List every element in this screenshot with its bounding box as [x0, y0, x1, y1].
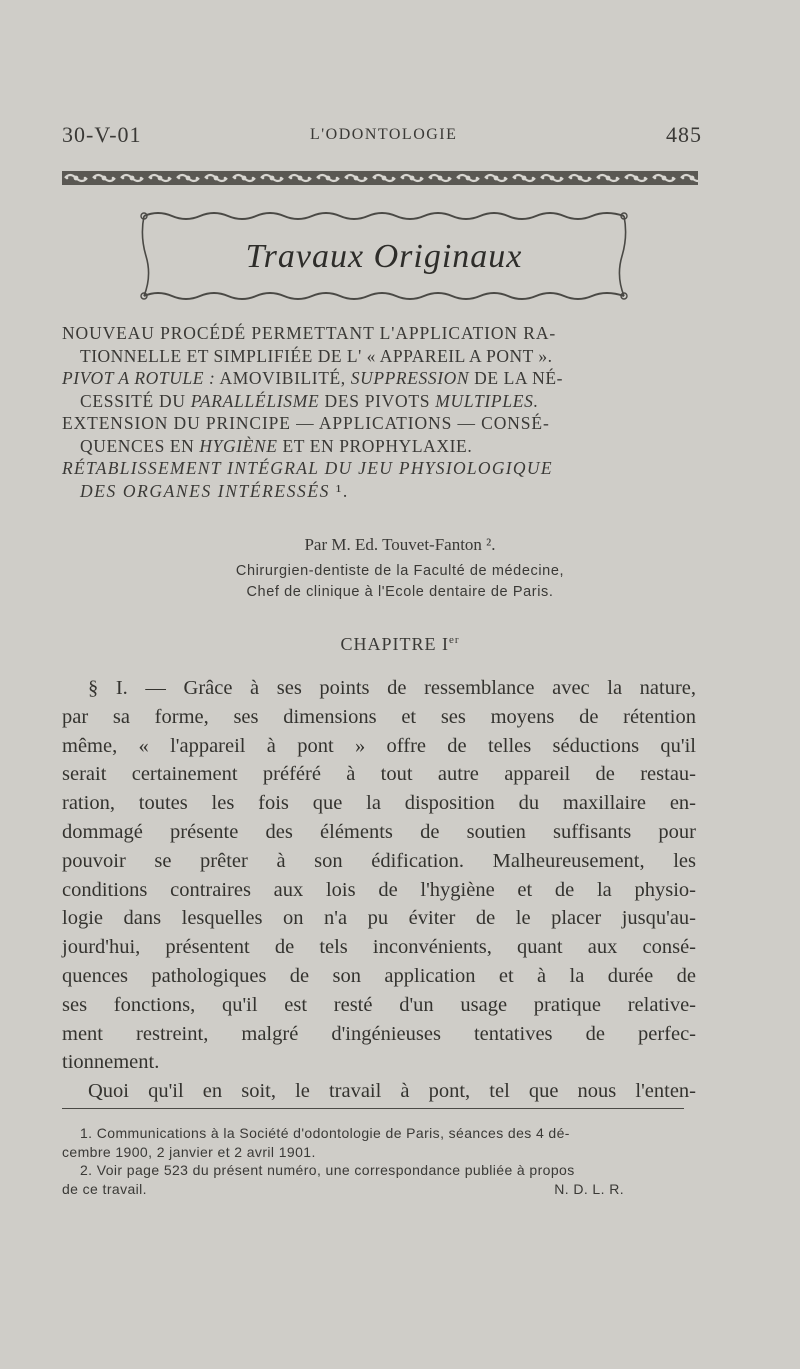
body-line: ment restreint, malgré d'ingénieuses tentatives de perfec- — [62, 1022, 696, 1045]
title-text: QUENCES EN — [80, 435, 200, 456]
body-line: par sa forme, ses dimensions et ses moyens de rétention — [62, 705, 696, 728]
footnote-line: cembre 1900, 2 janvier et 2 avril 1901. — [62, 1143, 316, 1160]
body-line: tionnement. — [62, 1051, 160, 1074]
body-line: conditions contraires aux lois de l'hygiène et de la physio- — [62, 878, 696, 901]
running-head — [62, 122, 702, 152]
footnote-text: de ce travail. — [62, 1180, 147, 1197]
body-line: ration, toutes les fois que la disposition du maxillaire en- — [62, 792, 696, 815]
article-title-line — [62, 390, 698, 413]
body-line: Quoi qu'il en soit, le travail à pont, tel que nous l'enten- — [88, 1080, 696, 1103]
article-title-line — [62, 412, 698, 435]
article-title-line — [62, 435, 698, 458]
page-number: 485 — [666, 122, 702, 147]
title-text: AMOVIBILITÉ, — [215, 368, 351, 388]
section-title: Travaux Originaux — [245, 238, 523, 275]
body-line: même, « l'appareil à pont » offre de telles séductions qu'il — [62, 734, 696, 757]
body-line: ses fonctions, qu'il est resté d'un usage pratique relative- — [62, 993, 696, 1016]
affiliation-line: Chirurgien-dentiste de la Faculté de médecine, — [235, 563, 565, 579]
footnotes — [62, 1124, 692, 1198]
body-line: serait certainement préféré à tout autre appareil de restau- — [62, 763, 696, 786]
title-text: PIVOT A ROTULE : — [62, 368, 216, 388]
title-text: CESSITÉ DU — [80, 390, 191, 411]
body-line: quences pathologiques de son application et à la durée de — [62, 964, 696, 987]
article-title-line — [62, 457, 698, 480]
affiliation-line: Chef de clinique à l'Ecole dentaire de Paris. — [246, 584, 554, 600]
title-text: DES ORGANES INTÉRESSÉS — [80, 480, 331, 501]
chapter-superscript: er — [448, 634, 460, 646]
title-text: DE LA NÉ- — [469, 368, 564, 388]
article-title-line — [62, 345, 698, 368]
footnote-line: 1. Communications à la Société d'odontologie de Paris, séances des 4 dé- — [80, 1125, 570, 1141]
ornamental-band — [62, 168, 698, 188]
footnote-line: 2. Voir page 523 du présent numéro, une correspondance publiée à propos — [80, 1162, 575, 1178]
footnote-ref: ¹. — [330, 480, 349, 501]
body-line: pouvoir se prêter à son édification. Malheureusement, les — [62, 849, 696, 872]
title-text: DES PIVOTS — [319, 390, 436, 411]
title-text: PARALLÉLISME — [190, 390, 320, 411]
chapter-label: CHAPITRE I — [340, 634, 449, 654]
body-line: jourd'hui, présentent de tels inconvénients, quant aux consé- — [62, 936, 696, 959]
title-text: MULTIPLES. — [435, 390, 539, 411]
editor-signature: N. D. L. R. — [554, 1180, 624, 1197]
article-title-line — [62, 480, 698, 503]
body-text — [62, 674, 696, 1106]
title-text: HYGIÈNE — [199, 435, 278, 456]
title-text: ET EN PROPHYLAXIE. — [277, 435, 473, 456]
chapter-heading — [0, 634, 800, 655]
issue-date: 30-V-01 — [62, 122, 142, 147]
article-title — [62, 322, 698, 502]
section-title-frame — [138, 208, 630, 304]
body-line: § I. — Grâce à ses points de ressemblance avec la nature, — [88, 677, 696, 699]
title-text: RÉTABLISSEMENT INTÉGRAL DU JEU PHYSIOLOGIQUE — [62, 458, 553, 478]
body-line: dommagé présente des éléments de soutien suffisants pour — [62, 820, 696, 843]
article-title-line — [62, 322, 698, 345]
title-text: EXTENSION DU PRINCIPE — APPLICATIONS — CONSÉ- — [62, 413, 550, 433]
title-text: TIONNELLE ET SIMPLIFIÉE DE L' « APPAREIL A PONT ». — [80, 345, 553, 366]
byline: Par M. Ed. Touvet-Fanton ². — [304, 535, 496, 554]
body-line: logie dans lesquelles on n'a pu éviter de le placer jusqu'au- — [62, 907, 696, 930]
footnote-line — [62, 1180, 692, 1199]
footnote-rule — [62, 1108, 684, 1109]
journal-title: L'ODONTOLOGIE — [310, 126, 458, 143]
title-text: SUPPRESSION — [350, 368, 470, 388]
article-title-line — [62, 367, 698, 390]
title-text: NOUVEAU PROCÉDÉ PERMETTANT L'APPLICATION RA- — [62, 323, 557, 343]
